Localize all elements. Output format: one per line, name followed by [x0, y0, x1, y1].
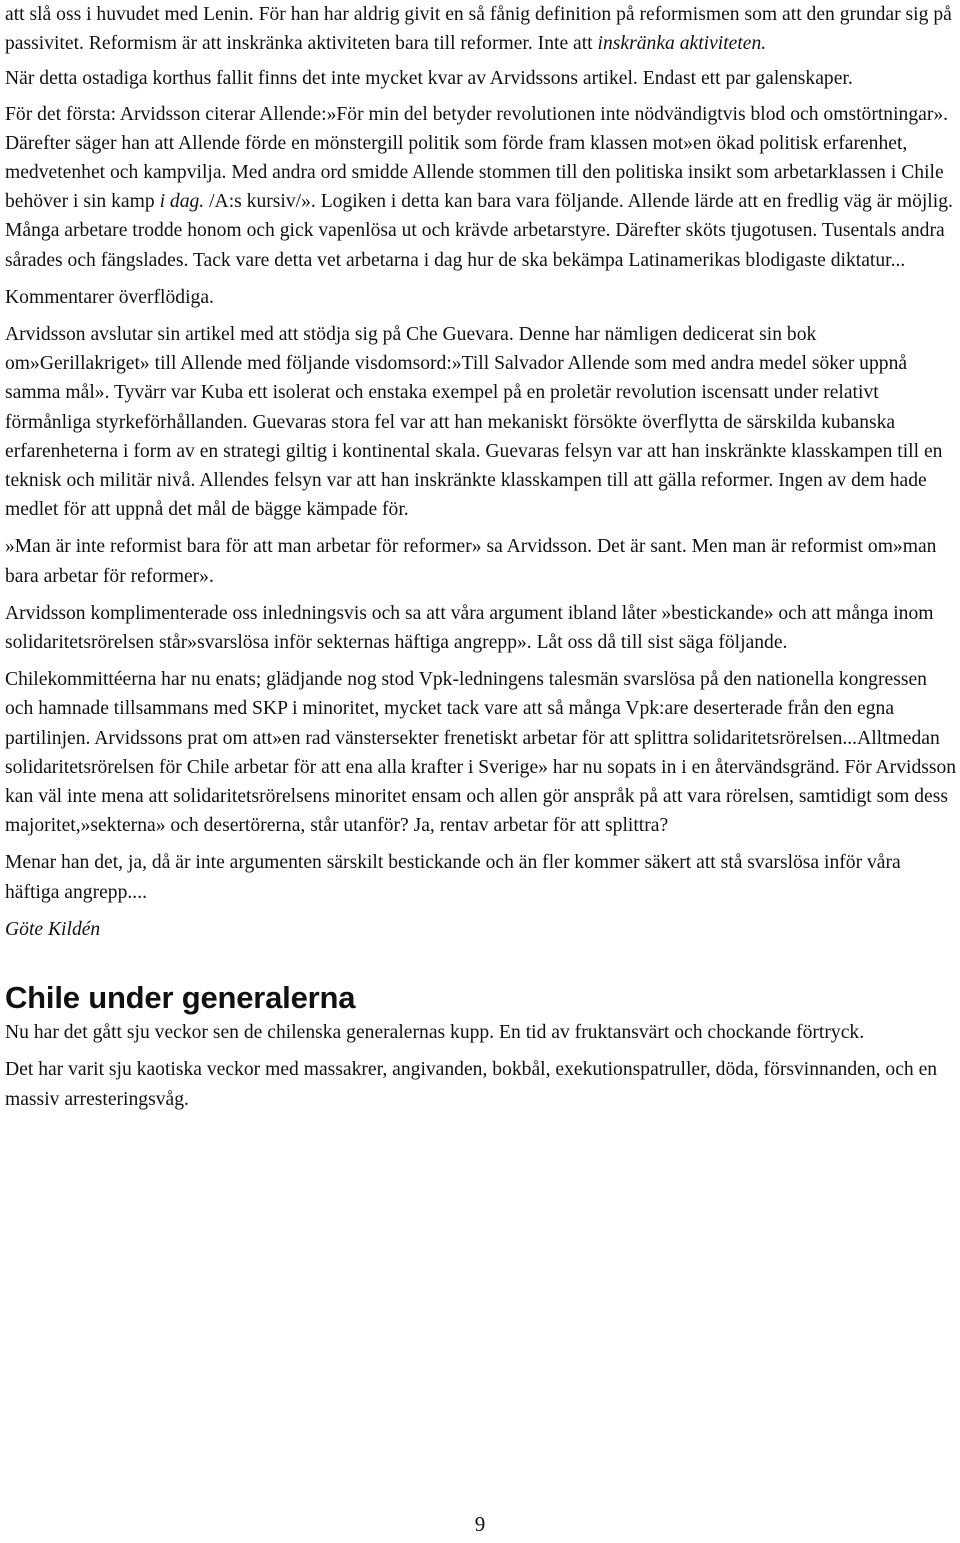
paragraph-intro-2: När detta ostadiga korthus fallit finns det inte mycket kvar av Arvidssons artikel. Endast ett par galenskaper.: [5, 68, 853, 90]
paragraph-intro-1: [5, 0, 957, 58]
paragraph-chile-committees: Chilekommittéerna har nu enats; glädjande nog stod Vpk-ledningens talesmän svarslösa på den nationella kongressen och hamnade tillsammans med SKP i minoritet, mycket tack vare att så många Vpk:are deserterade från den egna partilinjen. Arvidssons prat om att»en rad vänstersekter frenetiskt arbetar för att splittra solidaritetsrörelsen...Alltmedan solidaritetsrörelsen för Chile arbetar för att ena alla krafter i Sverige» har nu sopats in i en återvändsgränd. För Arvidsson kan väl inte mena att solidaritetsrörelsens minoritet ensam och allen gör anspråk på att vara rörelsen, samtidigt som dess majoritet,»sekterna» och desertörerna, står utanför? Ja, rentav arbetar för att splittra?: [5, 669, 957, 837]
paragraph-guevara: Arvidsson avslutar sin artikel med att stödja sig på Che Guevara. Denne har nämligen dedicerat sin bok om»Gerillakriget» till Allende med följande visdomsord:»Till Salvador Allende som med andra medel söker uppnå samma mål». Tyvärr var Kuba ett isolerat och enstaka exempel på en proletär revolution iscensatt under relativt förmånliga styrkeförhållanden. Guevaras stora fel var att han mekaniskt försökte överflytta de särskilda kubanska erfarenheterna i form av en strategi giltig i kontinental skala. Guevaras felsyn var att han inskränkte klasskampen till en teknisk och militär nivå. Allendes felsyn var att han inskränkte klasskampen till att gälla reformer. Ingen av dem hade medlet för att uppnå det mål de bägge kämpade för.: [5, 324, 943, 521]
paragraph-comments: Kommentarer överflödiga.: [5, 286, 214, 308]
paragraph-intro-1-text: att slå oss i huvudet med Lenin. För han har aldrig givit en så fånig definition på reformismen som att den grundar sig på passivitet. Reformism är att inskränka aktiviteten bara till reformer. Inte att: [5, 4, 952, 55]
document-page: [5, 0, 957, 1114]
paragraph-allende-quote-part-a: För det första: Arvidsson citerar Allende:»För min del betyder revolutionen inte nödvändigtvis blod och omstörtningar». Därefter säger han att Allende förde en mönstergill politik som förde fram klassen mot»en ökad politisk erfarenhet, medvetenhet och kampvilja. Med andra ord smidde Allende stommen till den politiska insikt som arbetarklassen i Chile behöver i sin kamp: [5, 103, 949, 213]
paragraph-reformist: »Man är inte reformist bara för att man arbetar för reformer» sa Arvidsson. Det är sant. Men man är reformist om»man bara arbetar för reformer».: [5, 536, 937, 587]
author-signature: [5, 915, 957, 944]
paragraph-seven-weeks: Nu har det gått sju veckor sen de chilenska generalernas kupp. En tid av fruktansvärt och chockande förtryck.: [5, 1022, 865, 1044]
paragraph-chaotic-weeks: Det har varit sju kaotiska veckor med massakrer, angivanden, bokbål, exekutionspatruller, döda, försvinnanden, och en massiv arresteringsvåg.: [5, 1059, 938, 1110]
paragraph-allende-quote-emphasis: i dag.: [159, 191, 205, 213]
paragraph-closing: Menar han det, ja, då är inte argumenten särskilt bestickande och än fler kommer säkert att stå svarslösa inför våra häftiga angrepp....: [5, 852, 901, 903]
section-heading: Chile under generalerna: [5, 980, 356, 1016]
paragraph-allende-quote-part-b: /A:s kursiv/». Logiken i detta kan bara vara följande. Allende lärde att en fredlig väg är möjlig. Många arbetare trodde honom och gick vapenlösa ut och krävde arbetarstyre. Därefter sköts tjugotusen. Tusentals andra sårades och fängslades. Tack vare detta vet arbetarna i dag hur de ska bekämpa Latinamerikas blodigaste diktatur...: [5, 191, 953, 271]
paragraph-allende-quote: [5, 100, 957, 275]
page-number: 9: [474, 1512, 486, 1536]
author-signature-name: Göte Kildén: [5, 918, 101, 940]
paragraph-intro-1-emphasis: inskränka aktiviteten.: [597, 33, 767, 55]
paragraph-compliment: Arvidsson komplimenterade oss inledningsvis och sa att våra argument ibland låter »bestickande» och att många inom solidaritetsrörelsen står»svarslösa inför sekternas häftiga angrepp». Låt oss då till sist säga följande.: [5, 602, 934, 654]
